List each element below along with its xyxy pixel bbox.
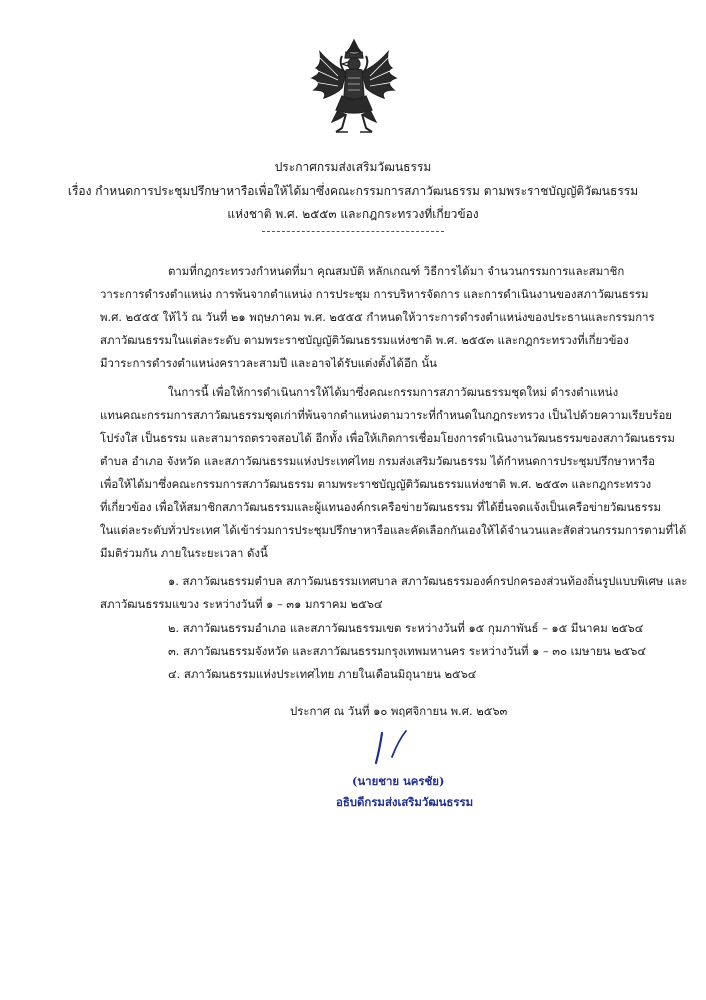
para1-line: มีวาระการดำรงตำแหน่งคราวละสามปี และอาจได้รับแต่งตั้งได้อีก นั้น bbox=[100, 356, 437, 370]
para2-line: ตำบล อำเภอ จังหวัด และสภาวัฒนธรรมแห่งประเทศไทย กรมส่งเสริมวัฒนธรรม ได้กำหนดการประชุมปรึกษาหารือ bbox=[100, 454, 655, 468]
schedule-item-4: ๔. สภาวัฒนธรรมแห่งประเทศไทย ภายในเดือนมิถุนายน ๒๕๖๔ bbox=[168, 667, 477, 681]
subject-line-2: แห่งชาติ พ.ศ. ๒๕๕๓ และกฎกระทรวงที่เกี่ยวข้อง bbox=[227, 207, 479, 221]
title-divider bbox=[262, 231, 444, 232]
para2-line: โปร่งใส เป็นธรรม และสามารถตรวจสอบได้ อีกทั้ง เพื่อให้เกิดการเชื่อมโยงการดำเนินงานวัฒนธรรมของสภาวัฒนธรรม bbox=[100, 431, 675, 445]
subject-line-1: เรื่อง กำหนดการประชุมปรึกษาหารือเพื่อให้ได้มาซึ่งคณะกรรมการสภาวัฒนธรรม ตามพระราชบัญญัติวัฒนธรรม bbox=[67, 184, 639, 198]
signer-name: (นายชาย นครชัย) bbox=[352, 774, 445, 788]
para2-line: เพื่อให้ได้มาซึ่งคณะกรรมการสภาวัฒนธรรม ตามพระราชบัญญัติวัฒนธรรมแห่งชาติ พ.ศ. ๒๕๕๓ และกฎกระทรวง bbox=[100, 477, 652, 491]
para1-line: วาระการดำรงตำแหน่ง การพ้นจากตำแหน่ง การประชุม การบริหารจัดการ และการดำเนินงานของสภาวัฒนธรรม bbox=[100, 287, 649, 301]
para2-line: แทนคณะกรรมการสภาวัฒนธรรมชุดเก่าที่พ้นจากตำแหน่งตามวาระที่กำหนดในกฎกระทรวง เป็นไปด้วยความเรียบร้อย bbox=[100, 408, 672, 422]
announcement-title: ประกาศกรมส่งเสริมวัฒนธรรม bbox=[274, 160, 432, 174]
signer-position: อธิบดีกรมส่งเสริมวัฒนธรรม bbox=[336, 795, 474, 809]
para2-line: ที่เกี่ยวข้อง เพื่อให้สมาชิกสภาวัฒนธรรมและผู้แทนองค์กรเครือข่ายวัฒนธรรม ที่ได้ยื่นจดแจ้งเป็นเครือข่ายวัฒนธรรม bbox=[100, 500, 662, 514]
para2-line: ในการนี้ เพื่อให้การดำเนินการให้ได้มาซึ่งคณะกรรมการสภาวัฒนธรรมชุดใหม่ ดำรงตำแหน่ง bbox=[168, 385, 619, 399]
schedule-item-1: ๑. สภาวัฒนธรรมตำบล สภาวัฒนธรรมเทศบาล สภาวัฒนธรรมองค์กรปกครองส่วนท้องถิ่นรูปแบบพิเศษ และ bbox=[168, 574, 688, 588]
schedule-item-3: ๓. สภาวัฒนธรรมจังหวัด และสภาวัฒนธรรมกรุงเทพมหานคร ระหว่างวันที่ ๑ – ๓๐ เมษายน ๒๕๖๔ bbox=[168, 644, 647, 658]
para2-line: มีมติร่วมกัน ภายในระยะเวลา ดังนี้ bbox=[100, 546, 268, 560]
schedule-item-2: ๒. สภาวัฒนธรรมอำเภอ และสภาวัฒนธรรมเขต ระหว่างวันที่ ๑๕ กุมภาพันธ์ – ๑๕ มีนาคม ๒๕๖๔ bbox=[168, 621, 644, 635]
announcement-date: ประกาศ ณ วันที่ ๑๐ พฤศจิกายน พ.ศ. ๒๕๖๓ bbox=[290, 704, 508, 718]
schedule-item-1-cont: สภาวัฒนธรรมแขวง ระหว่างวันที่ ๑ – ๓๑ มกราคม ๒๕๖๔ bbox=[100, 597, 383, 611]
para1-line: ตามที่กฎกระทรวงกำหนดที่มา คุณสมบัติ หลักเกณฑ์ วิธีการได้มา จำนวนกรรมการและสมาชิก bbox=[168, 264, 625, 278]
para1-line: พ.ศ. ๒๕๕๕ ให้ไว้ ณ วันที่ ๒๑ พฤษภาคม พ.ศ. ๒๕๕๕ กำหนดให้วาระการดำรงตำแหน่งของประธานและกรรมการ bbox=[100, 310, 655, 324]
signature-mark bbox=[368, 727, 418, 767]
garuda-emblem-icon bbox=[302, 38, 406, 136]
para1-line: สภาวัฒนธรรมในแต่ละระดับ ตามพระราชบัญญัติวัฒนธรรมแห่งชาติ พ.ศ. ๒๕๕๓ และกฎกระทรวงที่เกี่ยวข้อง bbox=[100, 333, 629, 347]
para2-line: ในแต่ละระดับทั่วประเทศ ได้เข้าร่วมการประชุมปรึกษาหารือและคัดเลือกกันเองให้ได้จำนวนและสัดส่วนกรรมการตามที่ได้ bbox=[100, 523, 687, 537]
